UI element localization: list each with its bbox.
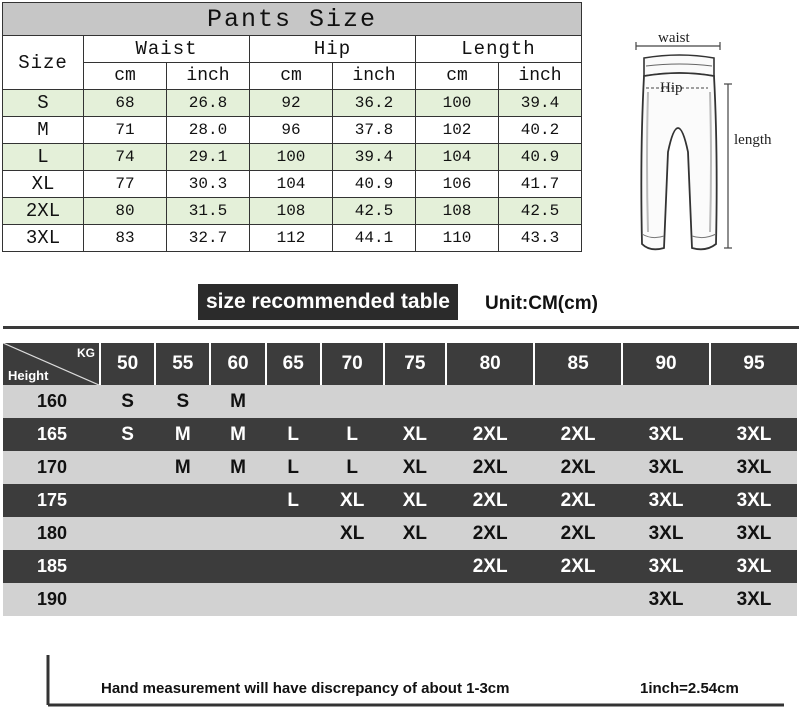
kg-label: KG bbox=[77, 346, 95, 360]
recommended-size-cell bbox=[265, 385, 320, 418]
recommended-size-cell bbox=[99, 451, 154, 484]
recommended-size-cell bbox=[265, 517, 320, 550]
recommended-size-cell bbox=[320, 550, 383, 583]
recommended-size-cell bbox=[533, 583, 621, 616]
recommended-size-cell bbox=[154, 484, 209, 517]
recommended-size-cell: 3XL bbox=[621, 583, 709, 616]
recommended-size-cell bbox=[99, 583, 154, 616]
recommended-size-cell: XL bbox=[383, 451, 446, 484]
weight-header: 55 bbox=[154, 343, 209, 385]
height-cell: 170 bbox=[3, 451, 99, 484]
height-cell: 165 bbox=[3, 418, 99, 451]
recommended-size-cell: 2XL bbox=[445, 517, 533, 550]
recommend-heading: size recommended table bbox=[198, 284, 458, 320]
recommended-size-cell: XL bbox=[383, 517, 446, 550]
measurement-cell: 74 bbox=[84, 144, 167, 171]
waist-header: Waist bbox=[84, 36, 250, 63]
recommended-size-cell bbox=[621, 385, 709, 418]
size-cell: L bbox=[3, 144, 84, 171]
recommended-size-cell: M bbox=[154, 451, 209, 484]
measurement-note: Hand measurement will have discrepancy of about 1-3cm bbox=[101, 680, 510, 697]
measurement-cell: 77 bbox=[84, 171, 167, 198]
measurement-cell: 108 bbox=[250, 198, 333, 225]
recommended-size-cell bbox=[383, 583, 446, 616]
weight-header: 65 bbox=[265, 343, 320, 385]
measurement-cell: 80 bbox=[84, 198, 167, 225]
recommended-size-cell: 3XL bbox=[621, 550, 709, 583]
recommended-size-cell: S bbox=[99, 385, 154, 418]
recommended-size-cell: M bbox=[154, 418, 209, 451]
measurement-cell: 30.3 bbox=[167, 171, 250, 198]
recommended-size-cell bbox=[320, 385, 383, 418]
pants-size-table bbox=[2, 2, 582, 252]
size-row bbox=[3, 171, 582, 198]
recommended-size-cell: 2XL bbox=[445, 484, 533, 517]
recommended-size-cell: 2XL bbox=[533, 517, 621, 550]
recommended-size-cell bbox=[265, 583, 320, 616]
unit-header: inch bbox=[499, 63, 582, 90]
recommended-size-cell: 2XL bbox=[533, 418, 621, 451]
recommended-size-cell bbox=[154, 550, 209, 583]
measurement-cell: 100 bbox=[416, 90, 499, 117]
length-header: Length bbox=[416, 36, 582, 63]
pants-measurement-diagram bbox=[630, 32, 790, 272]
measurement-cell: 71 bbox=[84, 117, 167, 144]
measurement-cell: 42.5 bbox=[333, 198, 416, 225]
recommended-size-cell bbox=[445, 583, 533, 616]
measurement-cell: 26.8 bbox=[167, 90, 250, 117]
measurement-cell: 102 bbox=[416, 117, 499, 144]
measurement-cell: 104 bbox=[250, 171, 333, 198]
measurement-cell: 42.5 bbox=[499, 198, 582, 225]
recommended-size-cell bbox=[709, 385, 797, 418]
recommended-size-cell: XL bbox=[383, 418, 446, 451]
recommended-size-cell: 3XL bbox=[709, 583, 797, 616]
recommended-size-cell: S bbox=[154, 385, 209, 418]
recommended-size-cell bbox=[154, 517, 209, 550]
recommended-size-cell: L bbox=[320, 418, 383, 451]
measurement-cell: 44.1 bbox=[333, 225, 416, 252]
size-row bbox=[3, 90, 582, 117]
recommended-size-cell: S bbox=[99, 418, 154, 451]
pants-outline-icon bbox=[630, 32, 790, 272]
measurement-cell: 83 bbox=[84, 225, 167, 252]
measurement-cell: 106 bbox=[416, 171, 499, 198]
weight-header: 95 bbox=[709, 343, 797, 385]
height-label: Height bbox=[8, 368, 49, 383]
measurement-cell: 40.9 bbox=[333, 171, 416, 198]
measurement-cell: 29.1 bbox=[167, 144, 250, 171]
waist-label: waist bbox=[658, 30, 690, 46]
height-cell: 175 bbox=[3, 484, 99, 517]
height-cell: 185 bbox=[3, 550, 99, 583]
recommended-size-cell bbox=[383, 385, 446, 418]
recommended-size-cell: 2XL bbox=[533, 550, 621, 583]
height-row bbox=[3, 517, 797, 550]
height-cell: 180 bbox=[3, 517, 99, 550]
height-row bbox=[3, 418, 797, 451]
weight-header: 85 bbox=[533, 343, 621, 385]
weight-header: 70 bbox=[320, 343, 383, 385]
recommended-size-cell bbox=[209, 517, 264, 550]
size-row bbox=[3, 144, 582, 171]
recommended-size-cell: 2XL bbox=[445, 418, 533, 451]
measurement-cell: 68 bbox=[84, 90, 167, 117]
recommended-size-cell: XL bbox=[320, 484, 383, 517]
unit-header: inch bbox=[333, 63, 416, 90]
measurement-cell: 104 bbox=[416, 144, 499, 171]
recommended-size-cell: 3XL bbox=[621, 418, 709, 451]
size-row bbox=[3, 225, 582, 252]
recommended-size-cell: 3XL bbox=[709, 484, 797, 517]
recommended-size-cell bbox=[99, 550, 154, 583]
recommended-size-cell bbox=[209, 484, 264, 517]
recommended-size-cell: 3XL bbox=[709, 451, 797, 484]
height-row bbox=[3, 385, 797, 418]
recommended-size-cell: 2XL bbox=[445, 451, 533, 484]
measurement-cell: 96 bbox=[250, 117, 333, 144]
size-cell: 3XL bbox=[3, 225, 84, 252]
recommended-size-cell: 2XL bbox=[445, 550, 533, 583]
recommended-size-cell: 2XL bbox=[533, 451, 621, 484]
height-row bbox=[3, 550, 797, 583]
measurement-cell: 43.3 bbox=[499, 225, 582, 252]
recommended-size-cell bbox=[209, 550, 264, 583]
measurement-cell: 37.8 bbox=[333, 117, 416, 144]
measurement-cell: 28.0 bbox=[167, 117, 250, 144]
recommended-size-cell: L bbox=[320, 451, 383, 484]
measurement-cell: 108 bbox=[416, 198, 499, 225]
weight-header: 75 bbox=[383, 343, 446, 385]
recommended-size-cell: 3XL bbox=[709, 418, 797, 451]
measurement-cell: 100 bbox=[250, 144, 333, 171]
weight-header: 60 bbox=[209, 343, 264, 385]
measurement-cell: 39.4 bbox=[333, 144, 416, 171]
size-cell: XL bbox=[3, 171, 84, 198]
height-row bbox=[3, 451, 797, 484]
recommended-size-cell: XL bbox=[383, 484, 446, 517]
recommended-size-cell: 3XL bbox=[709, 550, 797, 583]
length-label: length bbox=[734, 132, 772, 148]
corner-header bbox=[3, 343, 99, 385]
recommended-size-cell: 3XL bbox=[709, 517, 797, 550]
hip-header: Hip bbox=[250, 36, 416, 63]
recommended-size-cell: 3XL bbox=[621, 517, 709, 550]
pants-size-title: Pants Size bbox=[3, 3, 582, 36]
height-row bbox=[3, 484, 797, 517]
recommended-size-cell bbox=[383, 550, 446, 583]
recommended-size-cell bbox=[99, 484, 154, 517]
recommended-size-cell: XL bbox=[320, 517, 383, 550]
recommended-size-cell: L bbox=[265, 451, 320, 484]
recommended-size-cell bbox=[533, 385, 621, 418]
measurement-cell: 31.5 bbox=[167, 198, 250, 225]
weight-header: 90 bbox=[621, 343, 709, 385]
recommended-size-cell bbox=[209, 583, 264, 616]
recommended-size-cell: 3XL bbox=[621, 451, 709, 484]
unit-header: cm bbox=[416, 63, 499, 90]
recommended-size-cell: M bbox=[209, 385, 264, 418]
measurement-cell: 92 bbox=[250, 90, 333, 117]
measurement-cell: 110 bbox=[416, 225, 499, 252]
recommended-size-cell bbox=[154, 583, 209, 616]
size-cell: M bbox=[3, 117, 84, 144]
size-column-header: Size bbox=[3, 36, 84, 90]
measurement-cell: 32.7 bbox=[167, 225, 250, 252]
hip-label: Hip bbox=[660, 80, 683, 96]
measurement-cell: 40.2 bbox=[499, 117, 582, 144]
recommended-size-cell: 2XL bbox=[533, 484, 621, 517]
recommended-size-cell bbox=[445, 385, 533, 418]
recommended-size-cell bbox=[99, 517, 154, 550]
unit-label: Unit:CM(cm) bbox=[485, 293, 598, 314]
recommended-size-cell: M bbox=[209, 451, 264, 484]
size-recommend-table bbox=[3, 343, 797, 616]
weight-header: 50 bbox=[99, 343, 154, 385]
recommended-size-cell: L bbox=[265, 418, 320, 451]
recommended-size-cell bbox=[320, 583, 383, 616]
measurement-cell: 112 bbox=[250, 225, 333, 252]
size-row bbox=[3, 117, 582, 144]
recommended-size-cell: L bbox=[265, 484, 320, 517]
measurement-cell: 39.4 bbox=[499, 90, 582, 117]
height-row bbox=[3, 583, 797, 616]
inch-conversion: 1inch=2.54cm bbox=[640, 680, 739, 697]
height-cell: 190 bbox=[3, 583, 99, 616]
measurement-cell: 40.9 bbox=[499, 144, 582, 171]
measurement-cell: 41.7 bbox=[499, 171, 582, 198]
size-cell: S bbox=[3, 90, 84, 117]
size-row bbox=[3, 198, 582, 225]
unit-header: inch bbox=[167, 63, 250, 90]
size-cell: 2XL bbox=[3, 198, 84, 225]
recommended-size-cell bbox=[265, 550, 320, 583]
unit-header: cm bbox=[84, 63, 167, 90]
unit-header: cm bbox=[250, 63, 333, 90]
weight-header: 80 bbox=[445, 343, 533, 385]
recommended-size-cell: M bbox=[209, 418, 264, 451]
measurement-cell: 36.2 bbox=[333, 90, 416, 117]
recommended-size-cell: 3XL bbox=[621, 484, 709, 517]
height-cell: 160 bbox=[3, 385, 99, 418]
